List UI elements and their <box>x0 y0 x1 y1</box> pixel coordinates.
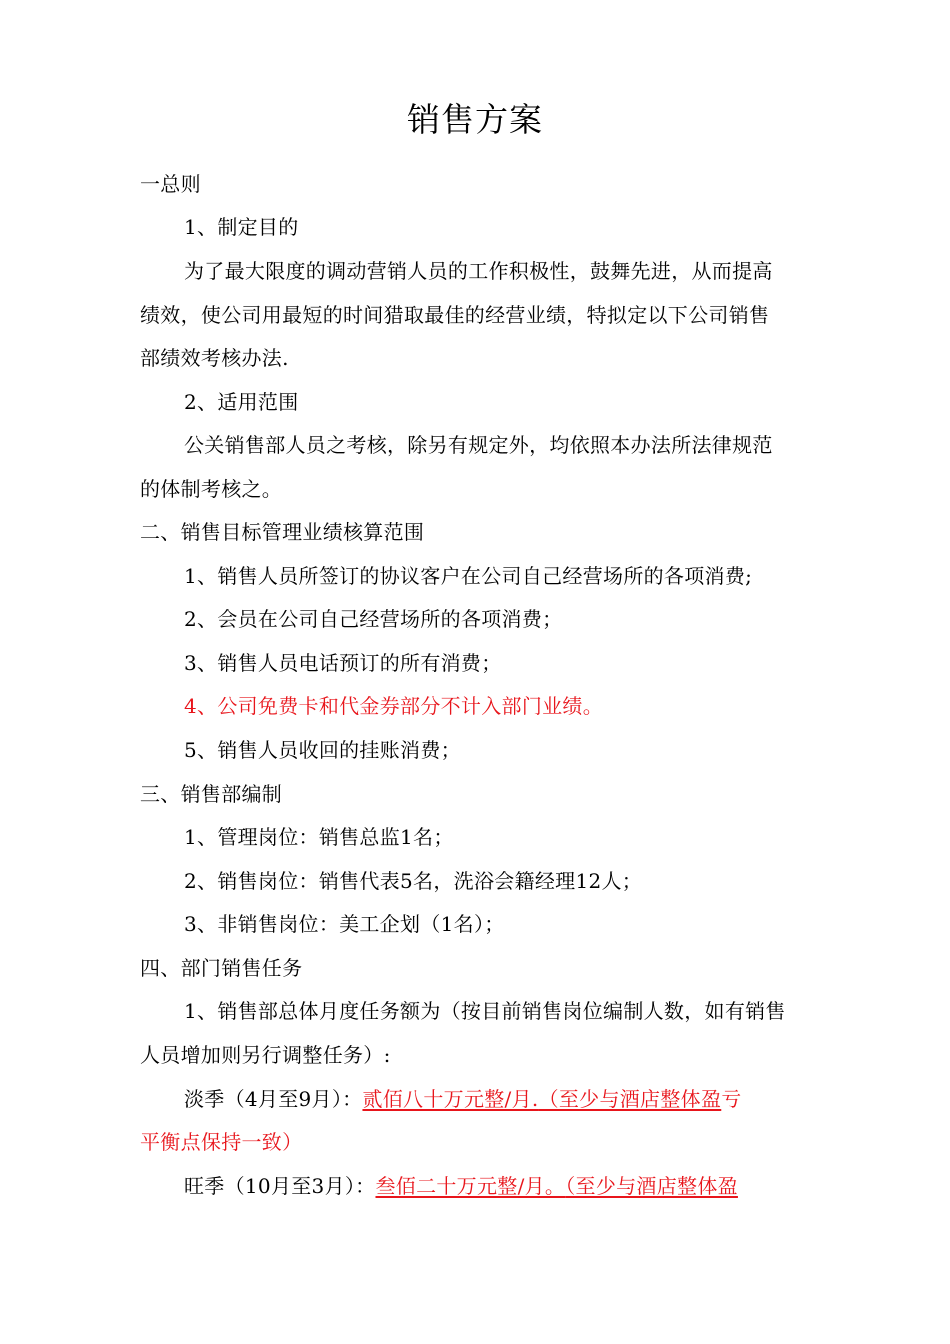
section-2-item-5: 5、销售人员收回的挂账消费； <box>184 738 461 762</box>
peak-season-label: 旺季（10月至3月）： <box>184 1174 376 1198</box>
section-2-heading: 二、销售目标管理业绩核算范围 <box>140 520 425 544</box>
section-1-paragraph-1-line-2: 绩效，使公司用最短的时间猎取最佳的经营业绩，特拟定以下公司销售 <box>140 303 770 327</box>
low-season-note-line-2: 平衡点保持一致） <box>140 1130 303 1154</box>
low-season-note-end: 亏 <box>721 1087 742 1111</box>
section-3-item-3: 3、非销售岗位：美工企划（1名）； <box>184 912 505 936</box>
low-season-amount: 贰佰八十万元整/月. <box>362 1087 539 1111</box>
section-4-item-1-line-1: 1、销售部总体月度任务额为（按目前销售岗位编制人数，如有销售 <box>184 999 786 1023</box>
section-3-item-2: 2、销售岗位：销售代表5名，洗浴会籍经理12人； <box>184 869 643 893</box>
section-1-paragraph-1-line-3: 部绩效考核办法. <box>140 346 289 370</box>
section-1-paragraph-2-line-1: 公关销售部人员之考核，除另有规定外，均依照本办法所法律规范 <box>184 433 773 457</box>
section-2-item-3: 3、销售人员电话预订的所有消费； <box>184 651 502 675</box>
section-1-heading: 一总则 <box>140 172 201 196</box>
section-1-paragraph-2-line-2: 的体制考核之。 <box>140 477 283 501</box>
low-season-line <box>184 1085 742 1113</box>
document-title: 销售方案 <box>407 100 543 139</box>
section-2-item-4-highlighted: 4、公司免费卡和代金券部分不计入部门业绩。 <box>184 694 604 718</box>
section-2-item-2: 2、会员在公司自己经营场所的各项消费； <box>184 607 563 631</box>
low-season-label: 淡季（4月至9月）： <box>184 1087 363 1111</box>
peak-season-line <box>184 1172 738 1200</box>
section-4-item-1-line-2: 人员增加则另行调整任务）: <box>140 1043 391 1067</box>
section-4-heading: 四、部门销售任务 <box>140 956 303 980</box>
section-1-paragraph-1-line-1: 为了最大限度的调动营销人员的工作积极性，鼓舞先进，从而提高 <box>184 259 773 283</box>
section-3-item-1: 1、管理岗位：销售总监1名； <box>184 825 454 849</box>
section-1-item-2: 2、适用范围 <box>184 390 299 414</box>
section-1-item-1: 1、制定目的 <box>184 215 299 239</box>
peak-season-note: （至少与酒店整体盈 <box>565 1174 738 1198</box>
peak-season-amount: 叁佰二十万元整/月。 <box>375 1174 566 1198</box>
section-3-heading: 三、销售部编制 <box>140 782 283 806</box>
low-season-note: （至少与酒店整体盈 <box>538 1087 722 1111</box>
section-2-item-1: 1、销售人员所签订的协议客户在公司自己经营场所的各项消费; <box>184 564 753 588</box>
